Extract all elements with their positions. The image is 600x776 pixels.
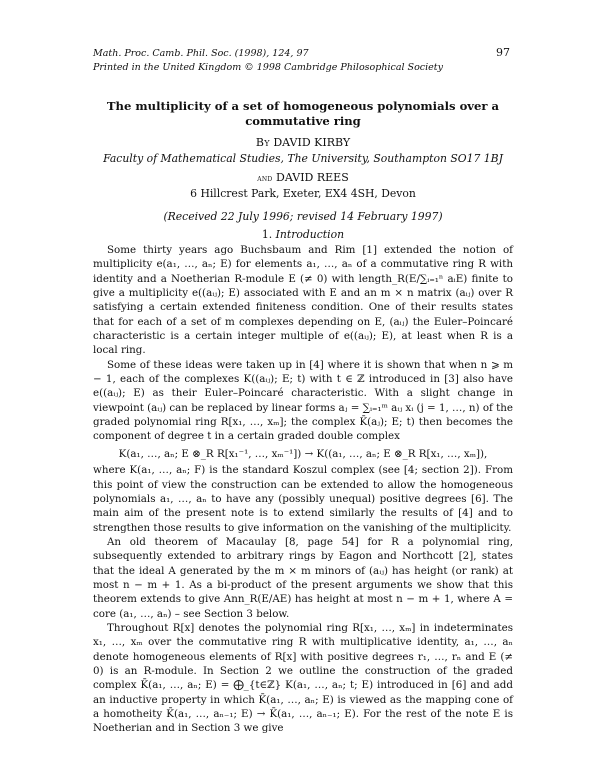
author-1-line (93, 136, 513, 150)
author-1-affiliation: Faculty of Mathematical Studies, The University, Southampton SO17 1BJ (103, 152, 503, 165)
display-equation: K(a₁, …, aₙ; E ⊗_R R[x₁⁻¹, …, xₘ⁻¹]) → K((a₁, …, aₙ; E ⊗_R R[x₁, …, xₘ]), (118, 447, 488, 460)
paragraph-1: Some thirty years ago Buchsbaum and Rim [1] extended the notion of multiplicity e(a₁, …, aₙ; E) for elements a₁, …, aₙ of a commutative ring R with identity and a Noetherian R-module E (≠ 0) with length_R(E/∑ᵢ₌₁ⁿ aᵢE) finite to give a multiplicity e((aᵢⱼ); E) associated with E and an m × n matrix (aᵢⱼ) over R satisfying a certain extended finiteness condition. One of their results states that for each of a set of m complexes depending on E, (aᵢⱼ) the Euler–Poincaré characteristic is a certain integer multiple of e((aᵢⱼ); E), at least when R is a local ring. (93, 244, 513, 357)
paragraph-5: Throughout R[x] denotes the polynomial ring R[x₁, …, xₘ] in indeterminates x₁, …, xₘ over the commutative ring R with multiplicative identity, a₁, …, aₙ denote homogeneous elements of R[x] with positive degrees r₁, …, rₙ and E (≠ 0) is an R-module. In Section 2 we outline the construction of the graded complex K̄(a₁, …, aₙ; E) = ⨁_{t∈ℤ} K(a₁, …, aₙ; t; E) introduced in [6] and add an inductive property in which K̄(a₁, …, aₙ; E) is viewed as the mapping cone of a homotheity K̄(a₁, …, aₙ₋₁; E) → K̄(a₁, …, aₙ₋₁; E). For the rest of the note E is Noetherian and in Section 3 we give (93, 621, 513, 735)
paragraph-2: Some of these ideas were taken up in [4] where it is shown that when n ⩾ m − 1, each of the complexes K((aᵢⱼ); E; t) with t ∈ ℤ introduced in [3] also have e((aᵢⱼ); E) as their Euler–Poincaré characteristic. With a slight change in viewpoint (aᵢⱼ) can be replaced by linear forms aⱼ = ∑ᵢ₌₁ᵐ aᵢⱼ xᵢ (j = 1, …, n) of the graded polynomial ring R[x₁, …, xₘ]; the complex K̄(aⱼ); E; t) then becomes the component of degree t in a certain graded double complex (93, 358, 513, 443)
author-2-line (93, 171, 513, 186)
paper-title (93, 99, 513, 129)
journal-header (93, 47, 513, 74)
section-heading (93, 228, 513, 242)
body-text (93, 243, 513, 736)
journal-citation: Math. Proc. Camb. Phil. Soc. (1998), 124, 97 (93, 48, 309, 59)
author-1-name: DAVID KIRBY (273, 136, 351, 149)
author-2-address: 6 Hillcrest Park, Exeter, EX4 4SH, Devon (190, 187, 416, 200)
paragraph-4: An old theorem of Macaulay [8, page 54] for R a polynomial ring, subsequently extended to arbitrary rings by Eagon and Northcott [2], states that the ideal A generated by the m × m minors of (aᵢⱼ) has height (or rank) at most n − m + 1. As a bi-product of the present arguments we show that this theorem extends to give Ann_R(E/AE) has height at most n − m + 1, where A = core (a₁, …, aₙ) – see Section 3 below. (93, 535, 513, 620)
printed-notice: Printed in the United Kingdom © 1998 Cambridge Philosophical Society (93, 61, 443, 73)
received-dates: (Received 22 July 1996; revised 14 February 1997) (163, 210, 443, 223)
title-line-2: commutative ring (245, 114, 361, 128)
page-number: 97 (496, 46, 510, 59)
author-2-name: DAVID REES (276, 171, 349, 184)
paragraph-3: where K(a₁, …, aₙ; F) is the standard Koszul complex (see [4; section 2]). From this point of view the construction can be extended to allow the homogeneous polynomials a₁, …, aₙ to have any (possibly unequal) positive degrees [6]. The main aim of the present note is to extend similarly the results of [4] and to strengthen those results to give information on the vanishing of the multiplicity. (93, 464, 513, 534)
by-label: By (255, 136, 270, 149)
title-line-1: The multiplicity of a set of homogeneous polynomials over a (106, 99, 500, 113)
section-title: Introduction (275, 228, 345, 241)
and-label: and (257, 174, 273, 184)
section-number: 1. (261, 228, 273, 241)
